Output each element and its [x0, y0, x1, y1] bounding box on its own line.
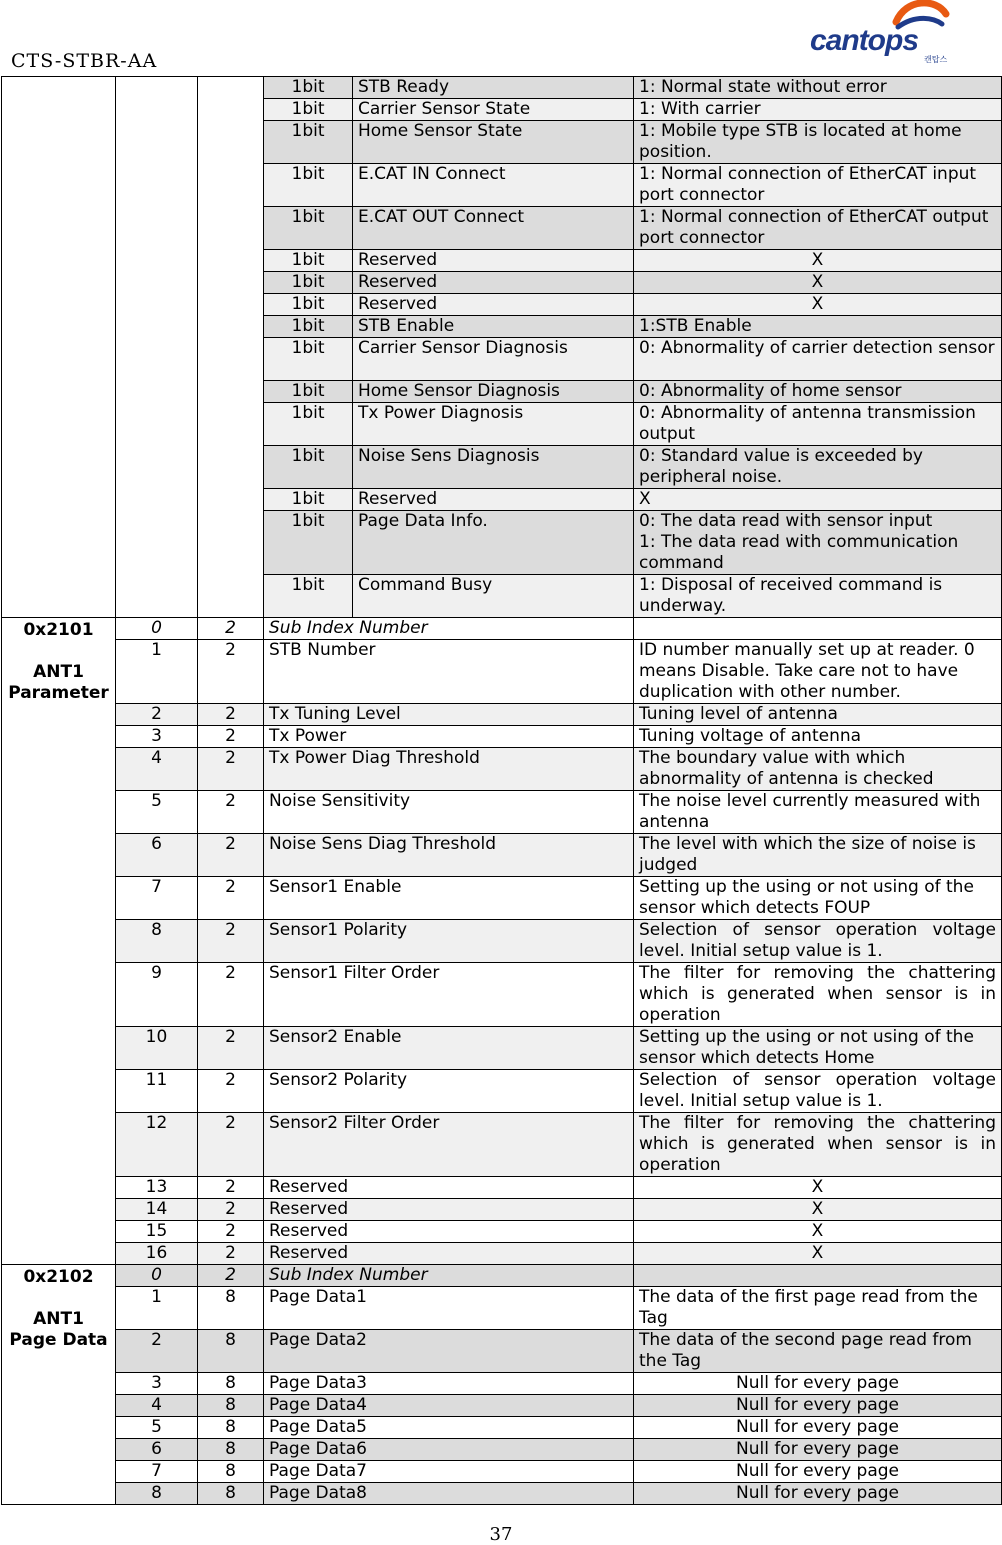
subindex-cell: 4 — [116, 1395, 198, 1417]
name-cell: Page Data1 — [264, 1287, 634, 1330]
size-cell: 2 — [198, 834, 264, 877]
size-cell: 2 — [198, 704, 264, 726]
size-cell: 2 — [198, 1113, 264, 1177]
bit-description-cell: 1: Normal state without error — [634, 77, 1002, 99]
table-row — [2, 920, 1002, 963]
table-row — [2, 1113, 1002, 1177]
table-row — [2, 704, 1002, 726]
size-cell: 2 — [198, 1199, 264, 1221]
bit-name-cell: Reserved — [353, 294, 634, 316]
index-label-cell — [2, 1265, 116, 1505]
description-cell: Selection of sensor operation voltage level. Initial setup value is 1. — [634, 1070, 1002, 1113]
name-cell: Page Data3 — [264, 1373, 634, 1395]
description-cell: Null for every page — [634, 1483, 1002, 1505]
subindex-cell: 13 — [116, 1177, 198, 1199]
bit-description-cell: X — [634, 250, 1002, 272]
subindex-cell: 3 — [116, 726, 198, 748]
subindex-cell: 9 — [116, 963, 198, 1027]
name-cell: Sub Index Number — [264, 618, 634, 640]
name-cell: Sub Index Number — [264, 1265, 634, 1287]
size-cell: 2 — [198, 791, 264, 834]
subindex-cell: 1 — [116, 640, 198, 704]
table-row — [2, 726, 1002, 748]
subindex-cell: 7 — [116, 1461, 198, 1483]
description-cell: X — [634, 1221, 1002, 1243]
bit-size-cell: 1bit — [264, 250, 353, 272]
bit-size-cell: 1bit — [264, 207, 353, 250]
bit-size-cell: 1bit — [264, 99, 353, 121]
size-cell: 8 — [198, 1417, 264, 1439]
bit-description-cell: 0: The data read with sensor input 1: The data read with communication command — [634, 511, 1002, 575]
bit-size-cell: 1bit — [264, 272, 353, 294]
bit-description-cell: 1: Normal connection of EtherCAT input port connector — [634, 164, 1002, 207]
subindex-cell: 10 — [116, 1027, 198, 1070]
subindex-cell: 8 — [116, 920, 198, 963]
description-cell: The filter for removing the chattering which is generated when sensor is in operation — [634, 1113, 1002, 1177]
subindex-cell: 5 — [116, 791, 198, 834]
size-cell: 2 — [198, 726, 264, 748]
description-cell: The data of the first page read from the Tag — [634, 1287, 1002, 1330]
name-cell: Sensor1 Polarity — [264, 920, 634, 963]
bit-size-cell: 1bit — [264, 381, 353, 403]
table-row — [2, 791, 1002, 834]
name-cell: STB Number — [264, 640, 634, 704]
bit-size-cell: 1bit — [264, 511, 353, 575]
bit-description-cell: 1: Normal connection of EtherCAT output port connector — [634, 207, 1002, 250]
bit-size-cell: 1bit — [264, 575, 353, 618]
description-cell — [634, 1265, 1002, 1287]
name-cell: Page Data5 — [264, 1417, 634, 1439]
size-cell: 2 — [198, 1243, 264, 1265]
table-row — [2, 1483, 1002, 1505]
bit-description-cell: 1: Disposal of received command is underway. — [634, 575, 1002, 618]
name-cell: Sensor2 Enable — [264, 1027, 634, 1070]
name-cell: Noise Sens Diag Threshold — [264, 834, 634, 877]
size-cell: 2 — [198, 877, 264, 920]
bit-name-cell: Noise Sens Diagnosis — [353, 446, 634, 489]
description-cell: ID number manually set up at reader. 0 means Disable. Take care not to have duplication with other number. — [634, 640, 1002, 704]
table-row — [2, 1177, 1002, 1199]
description-cell: Null for every page — [634, 1395, 1002, 1417]
index-label-line2: Parameter — [8, 683, 109, 703]
subindex-cell: 6 — [116, 834, 198, 877]
blank-index-cell — [2, 77, 116, 618]
object-dictionary-table — [1, 76, 1002, 1505]
size-cell: 2 — [198, 618, 264, 640]
page-number: 37 — [489, 1524, 513, 1545]
name-cell: Sensor1 Filter Order — [264, 963, 634, 1027]
blank-subindex-cell — [116, 77, 198, 618]
index-label-line1: ANT1 — [33, 662, 84, 682]
table-row — [2, 1395, 1002, 1417]
table-row — [2, 77, 1002, 99]
description-cell: X — [634, 1177, 1002, 1199]
bit-name-cell: E.CAT IN Connect — [353, 164, 634, 207]
index-label-line1: ANT1 — [33, 1309, 84, 1329]
subindex-cell: 7 — [116, 877, 198, 920]
bit-description-cell: 0: Abnormality of antenna transmission output — [634, 403, 1002, 446]
table-row — [2, 748, 1002, 791]
table-row — [2, 1330, 1002, 1373]
description-cell — [634, 618, 1002, 640]
bit-name-cell: Carrier Sensor Diagnosis — [353, 338, 634, 381]
table-row — [2, 1417, 1002, 1439]
name-cell: Sensor1 Enable — [264, 877, 634, 920]
table-row — [2, 1461, 1002, 1483]
table-row — [2, 640, 1002, 704]
blank-size-cell — [198, 77, 264, 618]
size-cell: 2 — [198, 963, 264, 1027]
table-row — [2, 1027, 1002, 1070]
subindex-cell: 0 — [116, 1265, 198, 1287]
table-row — [2, 834, 1002, 877]
table-row — [2, 1265, 1002, 1287]
description-cell: Selection of sensor operation voltage level. Initial setup value is 1. — [634, 920, 1002, 963]
subindex-cell: 11 — [116, 1070, 198, 1113]
index-spacer — [7, 641, 110, 662]
bit-name-cell: E.CAT OUT Connect — [353, 207, 634, 250]
subindex-cell: 8 — [116, 1483, 198, 1505]
bit-size-cell: 1bit — [264, 338, 353, 381]
description-cell: Null for every page — [634, 1373, 1002, 1395]
index-spacer — [7, 1288, 110, 1309]
description-cell: The boundary value with which abnormality of antenna is checked — [634, 748, 1002, 791]
subindex-cell: 1 — [116, 1287, 198, 1330]
bit-name-cell: Page Data Info. — [353, 511, 634, 575]
bit-description-cell: X — [634, 294, 1002, 316]
bit-name-cell: Home Sensor State — [353, 121, 634, 164]
table-row — [2, 618, 1002, 640]
description-cell: The level with which the size of noise is judged — [634, 834, 1002, 877]
table-row — [2, 1199, 1002, 1221]
table-row — [2, 1373, 1002, 1395]
bit-name-cell: Reserved — [353, 272, 634, 294]
subindex-cell: 2 — [116, 704, 198, 726]
name-cell: Page Data7 — [264, 1461, 634, 1483]
description-cell: The filter for removing the chattering which is generated when sensor is in operation — [634, 963, 1002, 1027]
table-row — [2, 1287, 1002, 1330]
index-number: 0x2102 — [23, 1267, 94, 1287]
bit-name-cell: Tx Power Diagnosis — [353, 403, 634, 446]
name-cell: Tx Tuning Level — [264, 704, 634, 726]
size-cell: 8 — [198, 1287, 264, 1330]
subindex-cell: 12 — [116, 1113, 198, 1177]
size-cell: 8 — [198, 1373, 264, 1395]
table-row — [2, 1070, 1002, 1113]
bit-name-cell: Reserved — [353, 250, 634, 272]
cantops-logo — [806, 0, 956, 70]
bit-size-cell: 1bit — [264, 316, 353, 338]
bit-name-cell: Home Sensor Diagnosis — [353, 381, 634, 403]
table-row — [2, 1243, 1002, 1265]
name-cell: Page Data2 — [264, 1330, 634, 1373]
bit-description-cell: 0: Abnormality of home sensor — [634, 381, 1002, 403]
description-cell: Setting up the using or not using of the sensor which detects FOUP — [634, 877, 1002, 920]
description-cell: Setting up the using or not using of the sensor which detects Home — [634, 1027, 1002, 1070]
description-cell: The data of the second page read from the Tag — [634, 1330, 1002, 1373]
bit-size-cell: 1bit — [264, 294, 353, 316]
description-cell: Tuning level of antenna — [634, 704, 1002, 726]
size-cell: 2 — [198, 640, 264, 704]
bit-description-cell: X — [634, 272, 1002, 294]
bit-size-cell: 1bit — [264, 446, 353, 489]
bit-size-cell: 1bit — [264, 403, 353, 446]
bit-description-cell: 1:STB Enable — [634, 316, 1002, 338]
bit-size-cell: 1bit — [264, 164, 353, 207]
size-cell: 2 — [198, 1177, 264, 1199]
description-cell: Null for every page — [634, 1461, 1002, 1483]
index-label-cell — [2, 618, 116, 1265]
index-number: 0x2101 — [23, 620, 94, 640]
name-cell: Sensor2 Filter Order — [264, 1113, 634, 1177]
description-cell: The noise level currently measured with antenna — [634, 791, 1002, 834]
bit-name-cell: Carrier Sensor State — [353, 99, 634, 121]
name-cell: Page Data4 — [264, 1395, 634, 1417]
size-cell: 8 — [198, 1483, 264, 1505]
document-code: CTS-STBR-AA — [11, 50, 158, 72]
name-cell: Reserved — [264, 1177, 634, 1199]
name-cell: Tx Power — [264, 726, 634, 748]
size-cell: 8 — [198, 1395, 264, 1417]
description-cell: Null for every page — [634, 1439, 1002, 1461]
subindex-cell: 14 — [116, 1199, 198, 1221]
bit-name-cell: STB Enable — [353, 316, 634, 338]
subindex-cell: 4 — [116, 748, 198, 791]
table-row — [2, 877, 1002, 920]
subindex-cell: 16 — [116, 1243, 198, 1265]
description-cell: Null for every page — [634, 1417, 1002, 1439]
name-cell: Page Data8 — [264, 1483, 634, 1505]
table-row — [2, 1221, 1002, 1243]
name-cell: Tx Power Diag Threshold — [264, 748, 634, 791]
logo-korean-text: 캔탑스 — [924, 55, 948, 64]
size-cell: 8 — [198, 1439, 264, 1461]
size-cell: 2 — [198, 1265, 264, 1287]
table-row — [2, 1439, 1002, 1461]
bit-name-cell: Command Busy — [353, 575, 634, 618]
subindex-cell: 0 — [116, 618, 198, 640]
bit-description-cell: 1: With carrier — [634, 99, 1002, 121]
subindex-cell: 3 — [116, 1373, 198, 1395]
index-label-line2: Page Data — [9, 1330, 108, 1350]
subindex-cell: 15 — [116, 1221, 198, 1243]
bit-name-cell: STB Ready — [353, 77, 634, 99]
subindex-cell: 2 — [116, 1330, 198, 1373]
bit-size-cell: 1bit — [264, 489, 353, 511]
size-cell: 2 — [198, 920, 264, 963]
bit-description-cell: 0: Standard value is exceeded by peripheral noise. — [634, 446, 1002, 489]
description-cell: X — [634, 1243, 1002, 1265]
name-cell: Sensor2 Polarity — [264, 1070, 634, 1113]
logo-wordmark: cantops — [810, 24, 919, 57]
bit-description-cell: X — [634, 489, 1002, 511]
bit-description-cell: 1: Mobile type STB is located at home position. — [634, 121, 1002, 164]
size-cell: 8 — [198, 1330, 264, 1373]
name-cell: Reserved — [264, 1221, 634, 1243]
subindex-cell: 6 — [116, 1439, 198, 1461]
bit-name-cell: Reserved — [353, 489, 634, 511]
size-cell: 8 — [198, 1461, 264, 1483]
name-cell: Noise Sensitivity — [264, 791, 634, 834]
description-cell: X — [634, 1199, 1002, 1221]
bit-size-cell: 1bit — [264, 121, 353, 164]
bit-size-cell: 1bit — [264, 77, 353, 99]
size-cell: 2 — [198, 1027, 264, 1070]
table-row — [2, 963, 1002, 1027]
subindex-cell: 5 — [116, 1417, 198, 1439]
description-cell: Tuning voltage of antenna — [634, 726, 1002, 748]
name-cell: Reserved — [264, 1199, 634, 1221]
name-cell: Reserved — [264, 1243, 634, 1265]
name-cell: Page Data6 — [264, 1439, 634, 1461]
bit-description-cell: 0: Abnormality of carrier detection sensor — [634, 338, 1002, 381]
size-cell: 2 — [198, 1070, 264, 1113]
size-cell: 2 — [198, 748, 264, 791]
size-cell: 2 — [198, 1221, 264, 1243]
